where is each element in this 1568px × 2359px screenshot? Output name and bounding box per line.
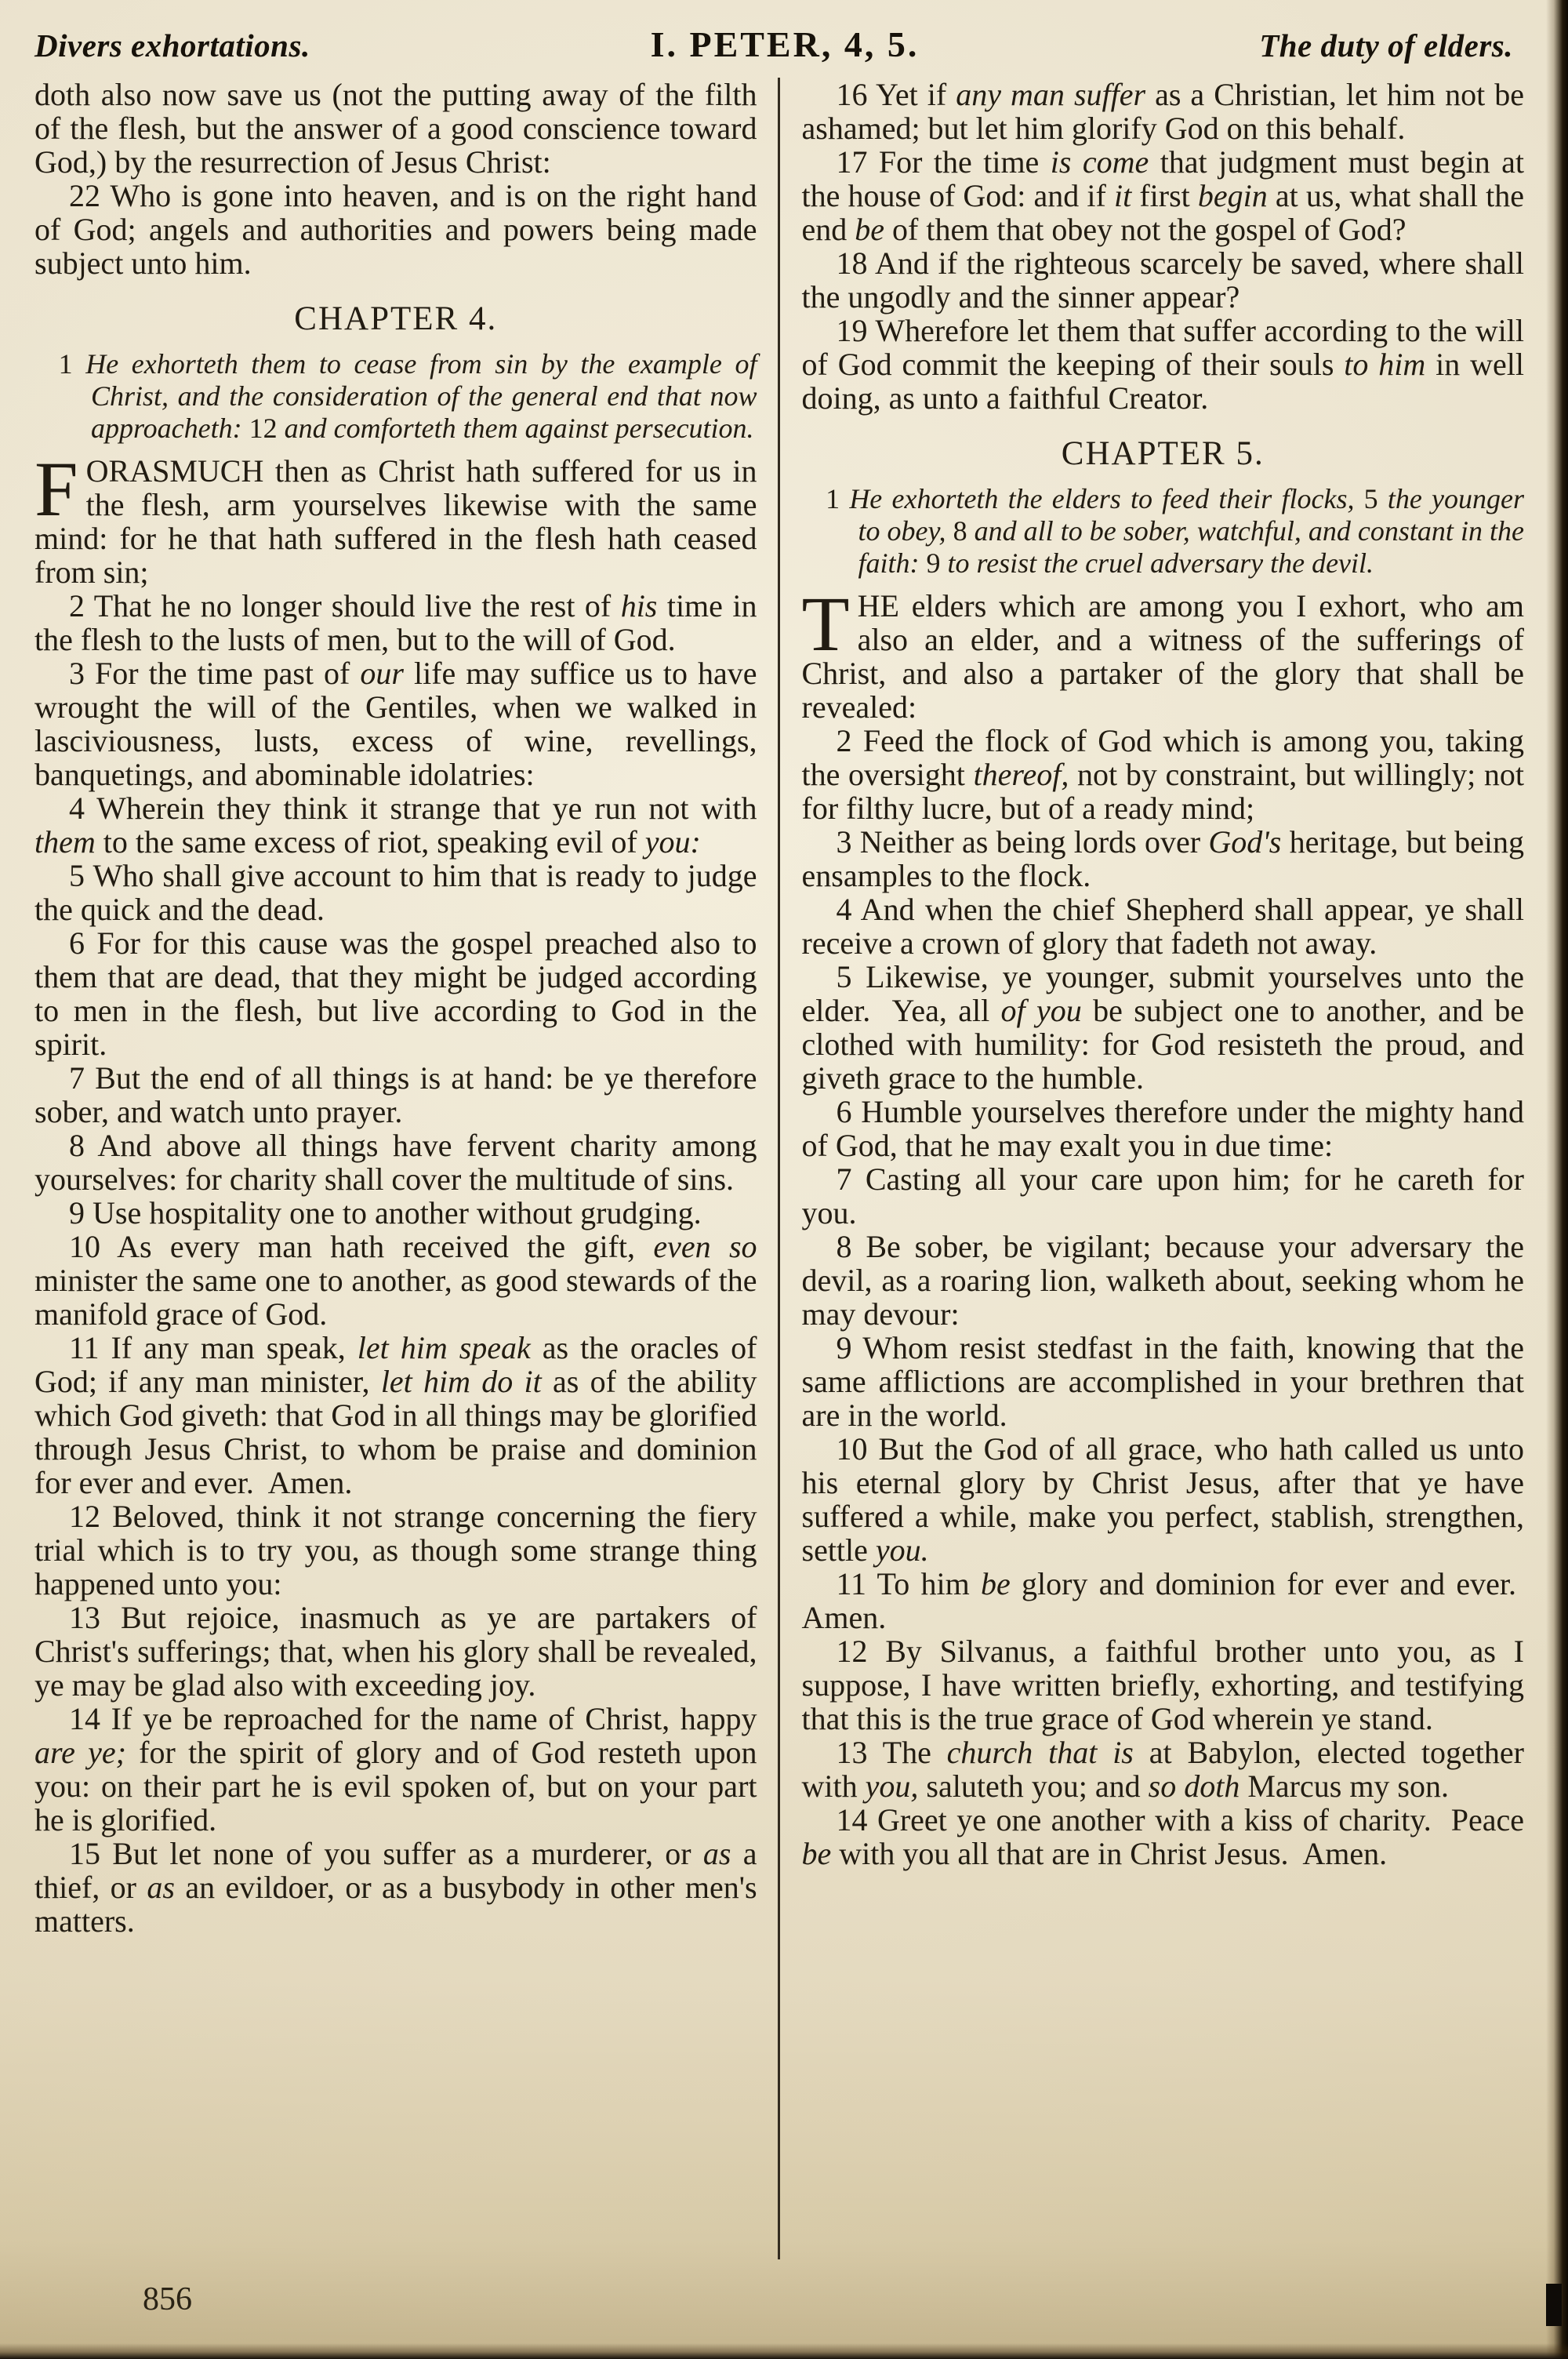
drop-cap: F [34, 445, 78, 533]
verse-paragraph: 12 Beloved, think it not strange concerning the fiery trial which is to try you, as though some strange thing happened unto you: [34, 1499, 757, 1601]
chapter-heading: CHAPTER 5. [1061, 435, 1265, 472]
verse-paragraph: 15 But let none of you suffer as a murderer, or as a thief, or as an evildoer, or as a busybody in other men's matters. [34, 1836, 757, 1939]
verse-paragraph: 11 If any man speak, let him speak as the oracles of God; if any man minister, let him do it as of the ability which God giveth: that God in all things may be glorified through Jesus Christ, to whom be praise and dominion for ever and ever. Amen. [34, 1330, 757, 1500]
verse-paragraph: 9 Whom resist stedfast in the faith, knowing that the same afflictions are accomplished in your brethren that are in the world. [801, 1330, 1524, 1433]
verse-paragraph: 18 And if the righteous scarcely be saved, where shall the ungodly and the sinner appear? [801, 245, 1524, 314]
verse-paragraph: 2 That he no longer should live the rest of his time in the flesh to the lusts of men, but to the will of God. [34, 588, 757, 657]
verse-paragraph: 10 But the God of all grace, who hath called us unto his eternal glory by Christ Jesus, after that ye have suffered a while, make you perfect, stablish, strengthen, settle you. [801, 1431, 1524, 1568]
verse-paragraph: 3 Neither as being lords over God's heritage, but being ensamples to the flock. [801, 824, 1524, 893]
running-header [0, 0, 1568, 71]
verse-paragraph: 2 Feed the flock of God which is among you, taking the oversight thereof, not by constraint, but willingly; not for filthy lucre, but of a ready mind; [801, 723, 1524, 826]
verse-paragraph: 7 But the end of all things is at hand: be ye therefore sober, and watch unto prayer. [34, 1060, 757, 1129]
chapter-summary: 1 He exhorteth them to cease from sin by the example of Christ, and the consideration of the general end that now approacheth: 12 and comforteth them against persecution. [58, 348, 757, 444]
page-edge-shadow-right [1546, 0, 1568, 2359]
verse-paragraph: 8 Be sober, be vigilant; because your adversary the devil, as a roaring lion, walketh about, seeking whom he may devour: [801, 1229, 1524, 1332]
verse-paragraph: 13 The church that is at Babylon, elected together with you, saluteth you; and so doth Marcus my son. [801, 1735, 1524, 1804]
running-head-left: Divers exhortations. [34, 27, 310, 64]
verse-paragraph: 5 Likewise, ye younger, submit yourselves unto the elder. Yea, all of you be subject one to another, and be clothed with humility: for God resisteth the proud, and giveth grace to the humble. [801, 959, 1524, 1096]
verse-paragraph: 9 Use hospitality one to another without grudging. [69, 1195, 702, 1230]
verse-paragraph: 8 And above all things have fervent charity among yourselves: for charity shall cover the multitude of sins. [34, 1128, 757, 1197]
verse-paragraph: 19 Wherefore let them that suffer according to the will of God commit the keeping of their souls to him in well doing, as unto a faithful Creator. [801, 313, 1524, 416]
left-column [34, 78, 778, 2259]
verse-paragraph: 16 Yet if any man suffer as a Christian, let him not be ashamed; but let him glorify God on this behalf. [801, 78, 1524, 146]
right-column [780, 78, 1525, 2259]
lead-word: ORASMUCH [85, 453, 264, 489]
verse-paragraph: 17 For the time is come that judgment must begin at the house of God: and if it first begin at us, what shall the end be of them that obey not the gospel of God? [801, 144, 1524, 247]
verse-paragraph: 11 To him be glory and dominion for ever and ever. Amen. [801, 1566, 1524, 1635]
verse-paragraph: 14 Greet ye one another with a kiss of charity. Peace be with you all that are in Christ Jesus. Amen. [801, 1802, 1524, 1871]
verse-paragraph: 10 As every man hath received the gift, even so minister the same one to another, as good stewards of the manifold grace of God. [34, 1229, 757, 1332]
verse-paragraph: 4 And when the chief Shepherd shall appear, ye shall receive a crown of glory that fadeth not away. [801, 892, 1524, 961]
verse-paragraph [801, 580, 1525, 725]
verse-paragraph: 14 If ye be reproached for the name of Christ, happy are ye; for the spirit of glory and of God resteth upon you: on their part he is evil spoken of, but on your part he is glorified. [34, 1701, 757, 1837]
verse-paragraph: 6 Humble yourselves therefore under the mighty hand of God, that he may exalt you in due time: [801, 1094, 1524, 1163]
drop-cap: T [801, 580, 850, 667]
verse-paragraph: 3 For the time past of our life may suffice us to have wrought the will of the Gentiles, when we walked in lasciviousness, lusts, excess of wine, revellings, banquetings, and abominable idolatries: [34, 656, 757, 792]
page-edge-shadow-bottom [0, 2343, 1568, 2359]
verse-paragraph: 12 By Silvanus, a faithful brother unto you, as I suppose, I have written briefly, exhorting, and testifying that this is the true grace of God wherein ye stand. [801, 1634, 1524, 1736]
chapter-heading: CHAPTER 4. [294, 300, 498, 337]
verse-text: elders which are among you I exhort, who am also an elder, and a witness of the sufferings of Christ, and also a partaker of the glory that shall be revealed: [801, 588, 1524, 725]
lead-word: HE [857, 588, 899, 623]
verse-paragraph: 4 Wherein they think it strange that ye run not with them to the same excess of riot, speaking evil of you: [34, 791, 757, 860]
running-head-right: The duty of elders. [1259, 27, 1513, 64]
binding-mark [1546, 2284, 1562, 2326]
chapter-summary: 1 He exhorteth the elders to feed their flocks, 5 the younger to obey, 8 and all to be sober, watchful, and constant in the faith: 9 to resist the cruel adversary the devil. [826, 483, 1524, 579]
verse-paragraph: 22 Who is gone into heaven, and is on the right hand of God; angels and authorities and powers being made subject unto him. [34, 178, 757, 281]
verse-paragraph: 7 Casting all your care upon him; for he careth for you. [801, 1161, 1524, 1230]
verse-text: then as Christ hath suffered for us in the flesh, arm yourselves likewise with the same mind: for he that hath suffered in the flesh hath ceased from sin; [34, 453, 757, 590]
verse-paragraph: 6 For for this cause was the gospel preached also to them that are dead, that they might be judged according to men in the flesh, but live according to God in the spirit. [34, 925, 757, 1062]
verse-paragraph: 5 Who shall give account to him that is ready to judge the quick and the dead. [34, 858, 757, 927]
running-head-center: I. PETER, 4, 5. [650, 24, 920, 64]
verse-paragraph [34, 445, 757, 590]
page-number: 856 [143, 2281, 192, 2317]
text-columns [0, 71, 1568, 2259]
verse-paragraph: 13 But rejoice, inasmuch as ye are partakers of Christ's sufferings; that, when his glory shall be revealed, ye may be glad also with exceeding joy. [34, 1600, 757, 1703]
continuation-paragraph: doth also now save us (not the putting away of the filth of the flesh, but the answer of a good conscience toward God,) by the resurrection of Jesus Christ: [34, 78, 757, 180]
